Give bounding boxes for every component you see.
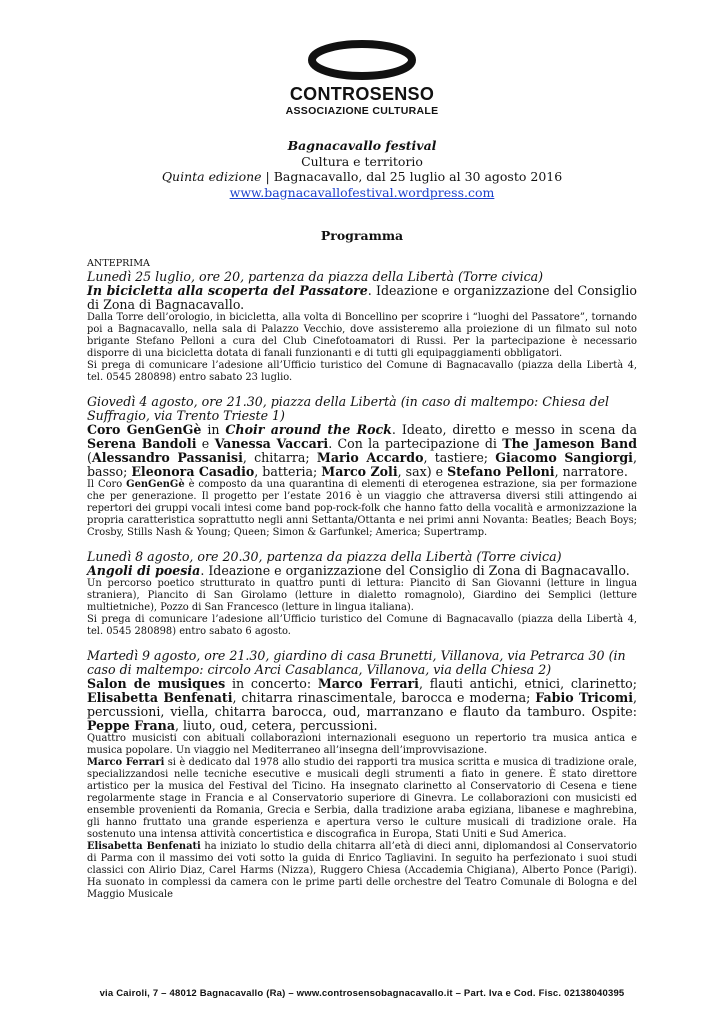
event-3-title: Angoli di poesia. Ideazione e organizzazione del Consiglio di Zona di Bagnacavallo. bbox=[87, 562, 630, 578]
bio-marco-ferrari: Marco Ferrari si è dedicato dal 1978 allo studio dei rapporti tra musica scritta e musica di tradizione orale, specializzandosi nelle tecniche esecutive e musicali degli strumenti a fiato in genere. È stato direttore artistico per la musica del Festival del Ticino. Ha insegnato clarinetto al Conservatorio di Cesena e tiene regolarmente stage in Francia e al Conservatorio superiore di Ginevra. Le collaborazioni con musicisti ed ensemble provenienti da Romania, Grecia e Serbia, dalla tradizione araba egiziana, libanese e maghrebina, gli hanno fruttato una grande esperienza e apertura verso le culture musicali di tradizione orale. Ha sostenuto una intensa attività concertistica e discografica in Europa, Stati Uniti e Sud America. bbox=[87, 756, 637, 840]
event-1-note: Si prega di comunicare l’adesione all’Ufficio turistico del Comune di Bagnacavallo (piazza della Libertà 4, tel. 0545 280898) entro sabato 23 luglio. bbox=[87, 359, 637, 383]
event-4-title: Salon de musiques in concerto: Marco Ferrari, flauti antichi, etnici, clarinetto; Elisabetta Benfenati, chitarra rinascimentale, barocca e moderna; Fabio Tricomi, percussioni, viella, chitarra barocca, oud, marranzano e flauto da tamburo. Ospite: Peppe Frana, liuto, oud, cetera, percussioni. bbox=[87, 675, 638, 733]
logo-ellipse-icon bbox=[307, 40, 417, 80]
logo-subtitle: ASSOCIAZIONE CULTURALE bbox=[285, 105, 439, 117]
event-2-title: Coro GenGenGè in Choir around the Rock. Ideato, diretto e messo in scena da Serena Bandoli e Vanessa Vaccari. Con la partecipazione di The Jameson Band (Alessandro Passanisi, chitarra; Mario Accardo, tastiere; Giacomo Sangiorgi, basso; Eleonora Casadio, batteria; Marco Zoli, sax) e Stefano Pelloni, narratore. bbox=[87, 421, 638, 479]
event-2-date: Giovedì 4 agosto, ore 21.30, piazza della Libertà (in caso di maltempo: Chiesa del Suffragio, via Trento Trieste 1) bbox=[87, 393, 610, 423]
program-content bbox=[87, 258, 637, 901]
event-1-date: Lunedì 25 luglio, ore 20, partenza da piazza della Libertà (Torre civica) bbox=[87, 268, 544, 284]
event-4-description: Quattro musicisti con abituali collaborazioni internazionali eseguono un repertorio tra musica antica e musica popolare. Un viaggio nel Mediterraneo all’insegna dell’improvvisazione. bbox=[87, 732, 637, 756]
logo-name: CONTROSENSO bbox=[289, 84, 435, 104]
festival-subtitle: Cultura e territorio bbox=[301, 153, 423, 169]
page-footer: via Cairoli, 7 – 48012 Bagnacavallo (Ra) – www.controsensobagnacavallo.it – Part. Iva e Cod. Fisc. 02138040395 bbox=[99, 988, 625, 999]
event-3-date: Lunedì 8 agosto, ore 20.30, partenza da piazza della Libertà (Torre civica) bbox=[87, 548, 562, 564]
section-title: Programma bbox=[320, 228, 404, 243]
logo bbox=[0, 40, 724, 117]
bio-elisabetta-benfenati: Elisabetta Benfenati ha iniziato lo studio della chitarra all’età di dieci anni, diplomandosi al Conservatorio di Parma con il massimo dei voti sotto la guida di Enrico Tagliavini. In seguito ha perfezionato i suoi studi classici con Alirio Diaz, Carel Harms (Nizza), Ruggero Chiesa (Accademia Chigiana), Alberto Ponce (Parigi). Ha suonato in complessi da camera con le prime parti delle orchestre del Teatro Comunale di Bologna e del Maggio Musicale bbox=[87, 840, 637, 900]
event-1-title: In bicicletta alla scoperta del Passatore. Ideazione e organizzazione del Consiglio di Zona di Bagnacavallo. bbox=[87, 282, 637, 312]
event-2-description: Il Coro GenGenGè è composto da una quarantina di elementi di eterogenea estrazione, sia per formazione che per generazione. Il progetto per l’estate 2016 è un viaggio che attraversa diversi stili attingendo ai repertori dei gruppi vocali intesi come band pop-rock-folk che hanno fatto della vocalità e armonizzazione la propria caratteristica soprattutto negli anni Settanta/Ottanta e nei primi anni Novanta: Beatles; Beach Boys; Crosby, Stills Nash & Young; Queen; Simon & Garfunkel; America; Supertramp. bbox=[87, 478, 637, 538]
festival-url-link[interactable]: www.bagnacavallofestival.wordpress.com bbox=[229, 184, 495, 200]
event-3-note: Si prega di comunicare l’adesione all’Ufficio turistico del Comune di Bagnacavallo (piazza della Libertà 4, tel. 0545 280898) entro sabato 6 agosto. bbox=[87, 613, 637, 637]
event-4-date: Martedì 9 agosto, ore 21.30, giardino di casa Brunetti, Villanova, via Petrarca 30 (in caso di maltempo: circolo Arci Casablanca, Villanova, via della Chiesa 2) bbox=[87, 647, 626, 677]
event-preview-label: ANTEPRIMA bbox=[87, 258, 150, 269]
festival-edition: Quinta edizione | Bagnacavallo, dal 25 luglio al 30 agosto 2016 bbox=[161, 169, 563, 184]
document-header bbox=[0, 138, 724, 200]
event-3-description: Un percorso poetico strutturato in quattro punti di lettura: Piancito di San Giovanni (letture in lingua straniera), Piancito di San Girolamo (letture in dialetto romagnolo), Giardino dei Semplici (letture multietniche), Pozzo di San Francesco (letture in lingua italiana). bbox=[87, 577, 637, 613]
festival-title: Bagnacavallo festival bbox=[287, 138, 437, 153]
event-1-description: Dalla Torre dell’orologio, in bicicletta, alla volta di Boncellino per scoprire i “luoghi del Passatore”, tornando poi a Bagnacavallo, nella sala di Palazzo Vecchio, dove assisteremo alla proiezione di un filmato sul noto brigante Stefano Pelloni a cura del Club Cinefotoamatori di Russi. Per la partecipazione è necessario disporre di una bicicletta dotata di fanali funzionanti e di tutti gli equipaggiamenti obbligatori. bbox=[87, 311, 637, 359]
